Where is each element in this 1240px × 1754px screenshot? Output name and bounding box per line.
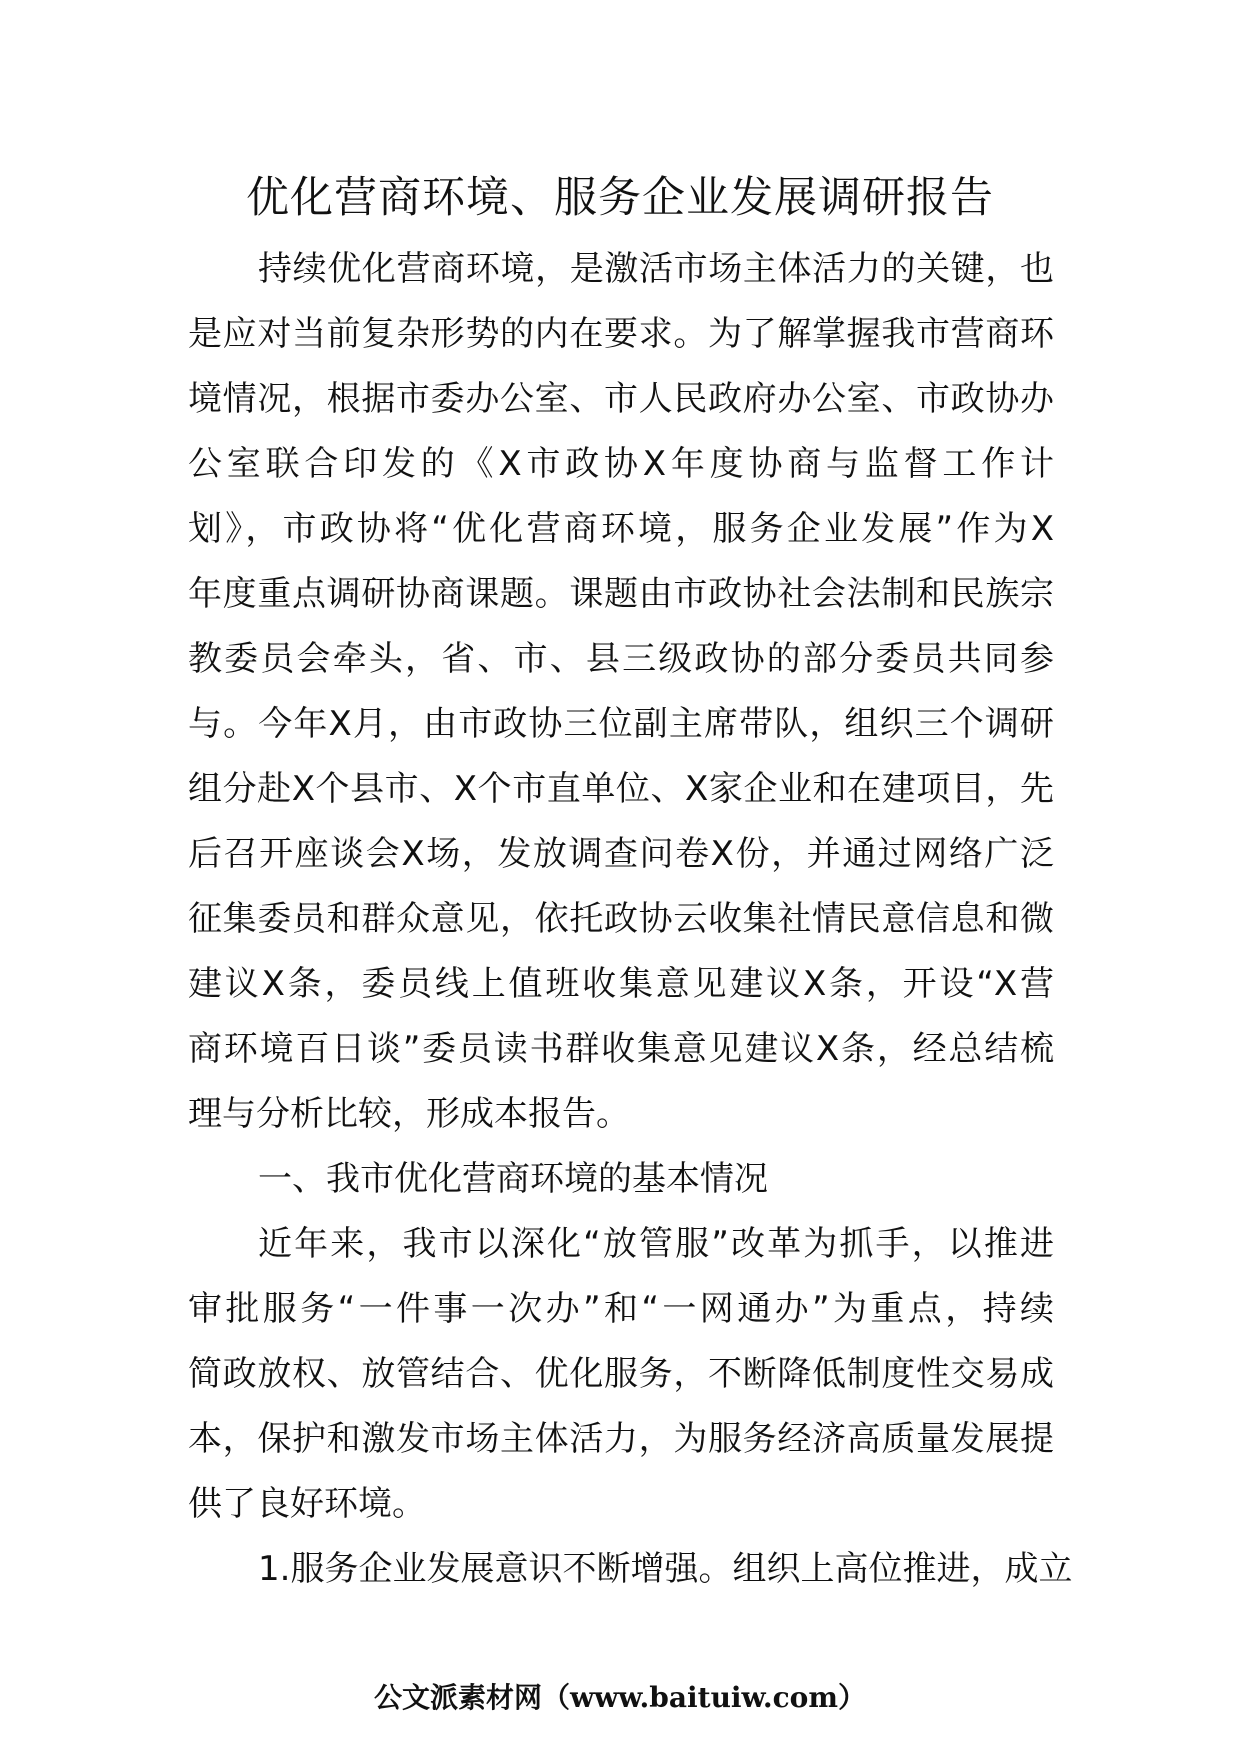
paragraph-line: 供了良好环境。 — [188, 1484, 426, 1524]
paragraph-line: 年度重点调研协商课题。课题由市政协社会法制和民族宗 — [188, 574, 1054, 614]
paragraph-line: 组分赴X个县市、X个市直单位、X家企业和在建项目，先 — [188, 769, 1054, 809]
paragraph-line: 商环境百日谈”委员读书群收集意见建议X条，经总结梳 — [188, 1029, 1054, 1069]
footer-watermark: 公文派素材网（www.baituiw.com） — [374, 1681, 866, 1714]
paragraph-point-1 — [188, 1537, 1073, 1602]
paragraph-line: 教委员会牵头，省、市、县三级政协的部分委员共同参 — [188, 639, 1054, 679]
document-body — [188, 237, 1073, 1602]
paragraph-line: 审批服务“一件事一次办”和“一网通办”为重点，持续 — [188, 1289, 1054, 1329]
paragraph-line: 建议X条，委员线上值班收集意见建议X条，开设“X营 — [188, 964, 1054, 1004]
paragraph-line: 本，保护和激发市场主体活力，为服务经济高质量发展提 — [188, 1419, 1054, 1459]
paragraph-overview — [188, 1212, 1054, 1537]
paragraph-line: 简政放权、放管结合、优化服务，不断降低制度性交易成 — [188, 1354, 1054, 1394]
section-heading-text: 一、我市优化营商环境的基本情况 — [258, 1159, 768, 1199]
paragraph-line: 近年来，我市以深化“放管服”改革为抓手，以推进 — [258, 1224, 1054, 1264]
paragraph-line: 持续优化营商环境，是激活市场主体活力的关键，也 — [258, 249, 1054, 289]
document-title: 优化营商环境、服务企业发展调研报告 — [246, 173, 994, 223]
paragraph-line: 划》，市政协将“优化营商环境，服务企业发展”作为X — [188, 509, 1054, 549]
paragraph-line: 与。今年X月，由市政协三位副主席带队，组织三个调研 — [188, 704, 1054, 744]
paragraph-line: 是应对当前复杂形势的内在要求。为了解掌握我市营商环 — [188, 314, 1054, 354]
section-heading — [188, 1147, 1054, 1212]
paragraph-line: 理与分析比较，形成本报告。 — [188, 1094, 630, 1134]
paragraph-intro — [188, 237, 1054, 1147]
paragraph-line: 公室联合印发的《X市政协X年度协商与监督工作计 — [188, 444, 1054, 484]
paragraph-line: 征集委员和群众意见，依托政协云收集社情民意信息和微 — [188, 899, 1054, 939]
paragraph-line: 后召开座谈会X场，发放调查问卷X份，并通过网络广泛 — [188, 834, 1054, 874]
paragraph-line: 境情况，根据市委办公室、市人民政府办公室、市政协办 — [188, 379, 1054, 419]
paragraph-line: 1.服务企业发展意识不断增强。组织上高位推进，成立 — [258, 1549, 1073, 1589]
